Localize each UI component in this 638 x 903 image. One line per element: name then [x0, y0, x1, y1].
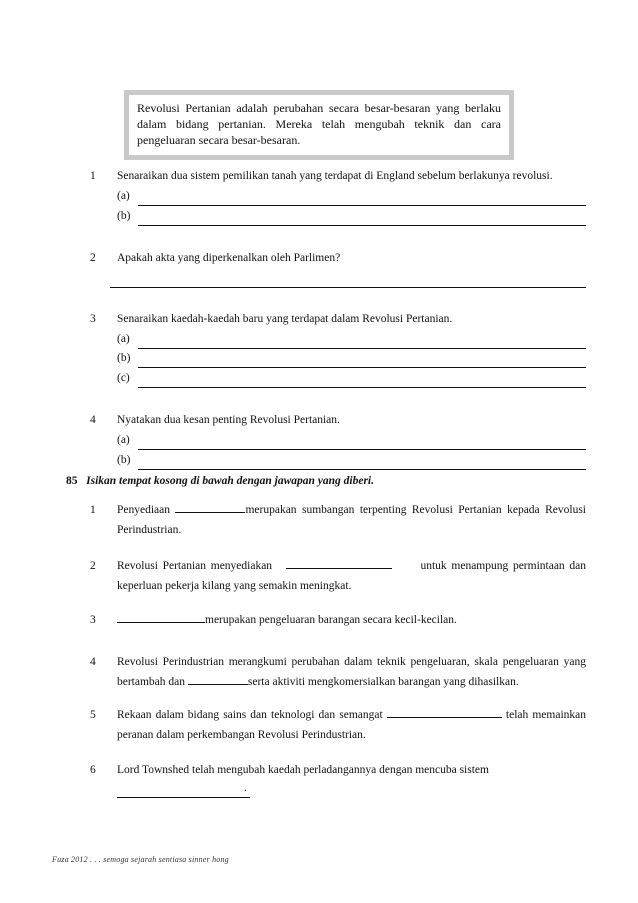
answer-line-4b[interactable] [138, 469, 586, 470]
question-1-sub-b-label: (b) [117, 210, 131, 222]
question-1-text: Senaraikan dua sistem pemilikan tanah yang terdapat di England sebelum berlakunya revolusi. [117, 170, 553, 182]
fill-question-6-number: 6 [90, 764, 96, 776]
fill-question-5 [117, 705, 586, 745]
fill-question-1-number: 1 [90, 504, 96, 516]
section-85-number: 85 [66, 475, 78, 487]
fill-question-4-after: serta aktiviti mengkomersialkan barangan yang dihasilkan. [247, 676, 519, 688]
question-1-number: 1 [90, 170, 96, 182]
info-box-text: Revolusi Pertanian adalah perubahan secara besar-besaran yang berlaku dalam bidang pertanian. Mereka telah mengubah teknik dan cara pengeluaran secara besar-besaran. [129, 95, 509, 155]
answer-line-3b[interactable] [138, 367, 586, 368]
question-3-sub-b-label: (b) [117, 352, 131, 364]
answer-line-2[interactable] [110, 287, 586, 288]
answer-line-1a[interactable] [138, 205, 586, 206]
question-1-sub-a-label: (a) [117, 190, 130, 202]
question-4-sub-b-label: (b) [117, 454, 131, 466]
fill-question-2 [117, 556, 586, 596]
fill-question-5-before: Rekaan dalam bidang sains dan teknologi dan semangat [117, 709, 383, 721]
fill-question-1 [117, 500, 586, 540]
fill-question-3 [117, 610, 586, 630]
fill-question-5-after: telah memainkan peranan dalam perkembangan Revolusi Perindustrian. [117, 709, 587, 741]
fill-question-6-after: . [244, 782, 247, 794]
fill-question-2-number: 2 [90, 560, 96, 572]
answer-line-1b[interactable] [138, 225, 586, 226]
question-3-sub-c-label: (c) [117, 372, 130, 384]
fill-question-4-before: Revolusi Perindustrian merangkumi perubahan dalam teknik pengeluaran, skala pengeluaran yang bertambah dan [117, 656, 586, 688]
fill-blank-6[interactable] [117, 797, 250, 798]
question-2-text: Apakah akta yang diperkenalkan oleh Parlimen? [117, 252, 341, 264]
fill-blank-1[interactable] [175, 500, 245, 513]
fill-blank-3[interactable] [117, 610, 205, 623]
fill-question-6-before: Lord Townshed telah mengubah kaedah perladangannya dengan mencuba sistem [117, 764, 489, 776]
fill-question-1-before: Penyediaan [117, 504, 171, 516]
answer-line-4a[interactable] [138, 449, 586, 450]
fill-question-2-before: Revolusi Pertanian menyediakan [117, 560, 273, 572]
info-box [124, 90, 514, 160]
fill-question-3-number: 3 [90, 614, 96, 626]
question-4-sub-a-label: (a) [117, 434, 130, 446]
question-2-number: 2 [90, 252, 96, 264]
section-85-instruction: Isikan tempat kosong di bawah dengan jawapan yang diberi. [86, 475, 374, 487]
fill-question-2-after: untuk menampung permintaan dan keperluan pekerja kilang yang semakin meningkat. [117, 560, 586, 592]
page-footer: Fuza 2012 . . . semoga sejarah sentiasa sinner hong [52, 855, 229, 864]
fill-question-5-number: 5 [90, 709, 96, 721]
section-85-heading [66, 475, 374, 487]
question-3-sub-a-label: (a) [117, 333, 130, 345]
fill-question-1-after: merupakan sumbangan terpenting Revolusi Pertanian kepada Revolusi Perindustrian. [117, 504, 586, 536]
question-3-number: 3 [90, 313, 96, 325]
fill-blank-5[interactable] [387, 705, 502, 718]
fill-question-4-number: 4 [90, 656, 96, 668]
answer-line-3c[interactable] [138, 387, 586, 388]
fill-blank-4[interactable] [188, 672, 248, 685]
fill-question-3-after: merupakan pengeluaran barangan secara kecil-kecilan. [205, 614, 457, 626]
fill-question-4 [117, 652, 586, 692]
question-4-text: Nyatakan dua kesan penting Revolusi Pertanian. [117, 414, 340, 426]
question-3-text: Senaraikan kaedah-kaedah baru yang terdapat dalam Revolusi Pertanian. [117, 313, 453, 325]
question-4-number: 4 [90, 414, 96, 426]
answer-line-3a[interactable] [138, 348, 586, 349]
fill-blank-2[interactable] [286, 556, 392, 569]
